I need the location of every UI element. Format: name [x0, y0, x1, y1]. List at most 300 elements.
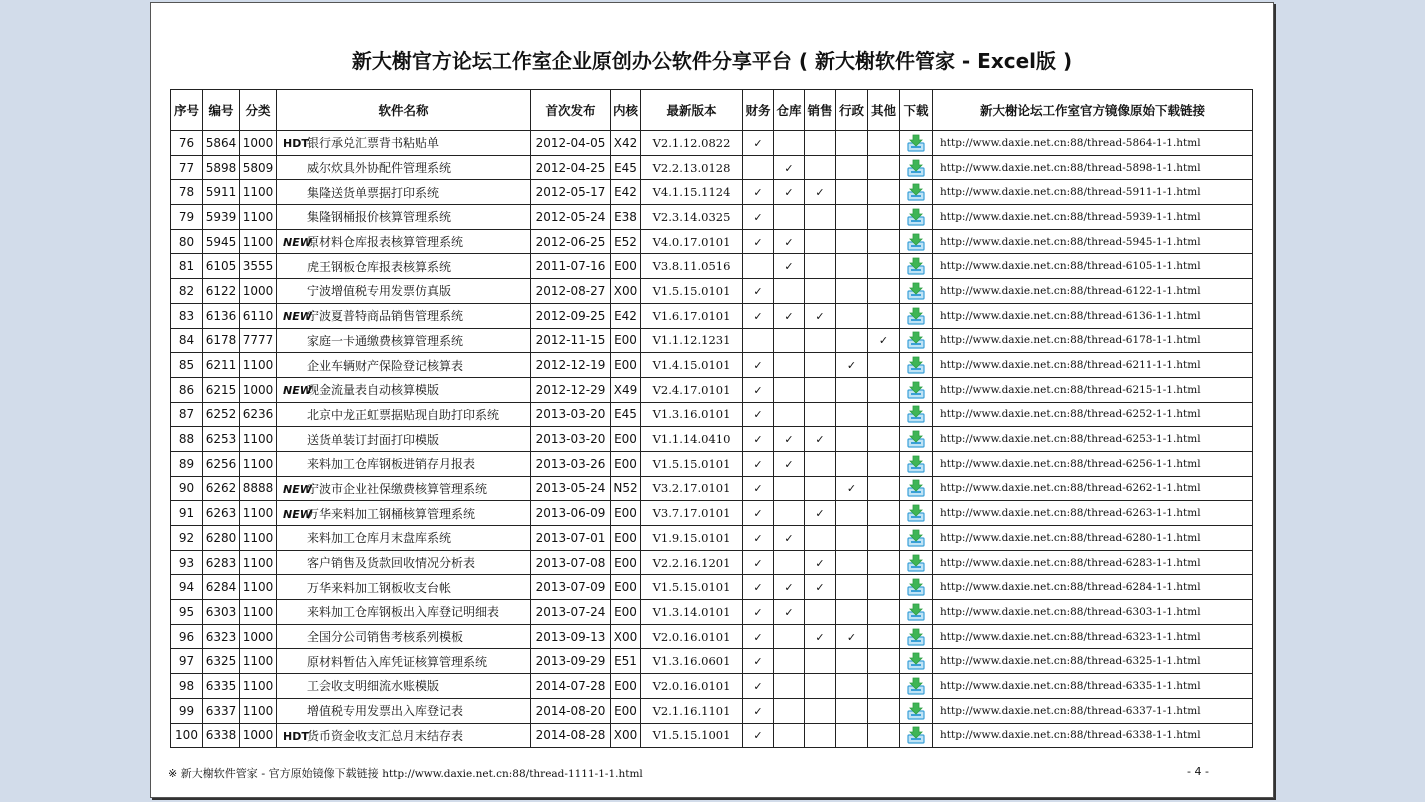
download-icon[interactable] — [907, 381, 925, 399]
check-icon: ✓ — [784, 161, 794, 175]
flag-cell-adm — [836, 698, 868, 723]
flag-cell-oth — [868, 155, 900, 180]
flag-cell-wh — [774, 575, 805, 600]
version-cell: V1.5.15.0101 — [641, 451, 743, 476]
software-name-cell — [277, 279, 531, 304]
category-cell: 6110 — [240, 303, 277, 328]
core-cell: E00 — [611, 575, 641, 600]
download-link[interactable]: http://www.daxie.net.cn:88/thread-6283-1-1.html — [933, 550, 1253, 575]
download-icon[interactable] — [907, 257, 925, 275]
download-icon[interactable] — [907, 430, 925, 448]
core-cell: E00 — [611, 427, 641, 452]
id-cell: 6252 — [203, 402, 240, 427]
download-icon[interactable] — [907, 554, 925, 572]
id-cell: 6262 — [203, 476, 240, 501]
flag-cell-fin — [743, 131, 774, 156]
check-icon: ✓ — [753, 605, 763, 619]
release-date-cell: 2014-08-20 — [531, 698, 611, 723]
flag-cell-wh — [774, 526, 805, 551]
release-date-cell: 2012-09-25 — [531, 303, 611, 328]
seq-cell: 78 — [171, 180, 203, 205]
page-number: - 4 - — [1187, 765, 1209, 778]
download-link[interactable]: http://www.daxie.net.cn:88/thread-6280-1-1.html — [933, 526, 1253, 551]
download-cell[interactable] — [900, 131, 933, 156]
flag-cell-wh — [774, 353, 805, 378]
flag-cell-adm — [836, 205, 868, 230]
download-icon[interactable] — [907, 504, 925, 522]
flag-cell-fin — [743, 476, 774, 501]
table-row — [171, 155, 1253, 180]
flag-cell-adm — [836, 550, 868, 575]
software-name: 集隆送货单票据打印系统 — [307, 185, 440, 200]
download-link[interactable]: http://www.daxie.net.cn:88/thread-5911-1-1.html — [933, 180, 1253, 205]
release-date-cell: 2013-06-09 — [531, 501, 611, 526]
core-cell: E52 — [611, 229, 641, 254]
software-name-cell — [277, 600, 531, 625]
id-cell: 6263 — [203, 501, 240, 526]
column-header: 其他 — [868, 90, 900, 131]
category-cell: 1100 — [240, 451, 277, 476]
download-link[interactable]: http://www.daxie.net.cn:88/thread-6253-1-1.html — [933, 427, 1253, 452]
core-cell: E00 — [611, 550, 641, 575]
download-icon[interactable] — [907, 183, 925, 201]
flag-cell-wh — [774, 451, 805, 476]
version-cell: V3.2.17.0101 — [641, 476, 743, 501]
check-icon: ✓ — [753, 679, 763, 693]
id-cell: 6280 — [203, 526, 240, 551]
release-date-cell: 2012-12-19 — [531, 353, 611, 378]
download-link[interactable]: http://www.daxie.net.cn:88/thread-6252-1-1.html — [933, 402, 1253, 427]
table-row — [171, 377, 1253, 402]
category-cell: 1100 — [240, 575, 277, 600]
flag-cell-oth — [868, 402, 900, 427]
seq-cell: 76 — [171, 131, 203, 156]
download-link[interactable]: http://www.daxie.net.cn:88/thread-6215-1-1.html — [933, 377, 1253, 402]
release-date-cell: 2013-03-20 — [531, 402, 611, 427]
column-header: 仓库 — [774, 90, 805, 131]
id-cell: 6303 — [203, 600, 240, 625]
column-header: 最新版本 — [641, 90, 743, 131]
download-link[interactable]: http://www.daxie.net.cn:88/thread-6323-1-1.html — [933, 624, 1253, 649]
core-cell: E38 — [611, 205, 641, 230]
software-name: 来料加工仓库月末盘库系统 — [307, 531, 452, 546]
download-link[interactable]: http://www.daxie.net.cn:88/thread-6211-1-1.html — [933, 353, 1253, 378]
download-cell[interactable] — [900, 328, 933, 353]
flag-cell-sal — [805, 526, 836, 551]
check-icon: ✓ — [815, 186, 825, 200]
version-cell: V4.1.15.1124 — [641, 180, 743, 205]
download-icon[interactable] — [907, 356, 925, 374]
category-cell: 1100 — [240, 526, 277, 551]
core-cell: E51 — [611, 649, 641, 674]
software-name-cell — [277, 674, 531, 699]
download-icon[interactable] — [907, 479, 925, 497]
software-name: 万华来料加工钢板收支台帐 — [307, 580, 452, 595]
flag-cell-wh — [774, 501, 805, 526]
category-cell: 1000 — [240, 131, 277, 156]
check-icon: ✓ — [753, 210, 763, 224]
software-name: 虎王钢板仓库报表核算系统 — [307, 259, 452, 274]
software-name-cell — [277, 303, 531, 328]
flag-cell-wh — [774, 131, 805, 156]
flag-cell-adm — [836, 526, 868, 551]
download-icon[interactable] — [907, 455, 925, 473]
tag-badge: NEW — [283, 310, 312, 324]
flag-cell-sal — [805, 476, 836, 501]
seq-cell: 80 — [171, 229, 203, 254]
download-cell[interactable] — [900, 550, 933, 575]
flag-cell-fin — [743, 229, 774, 254]
software-name: 工会收支明细流水账模版 — [307, 679, 440, 694]
version-cell: V1.3.16.0101 — [641, 402, 743, 427]
flag-cell-fin — [743, 279, 774, 304]
download-link[interactable]: http://www.daxie.net.cn:88/thread-6303-1-1.html — [933, 600, 1253, 625]
flag-cell-sal — [805, 427, 836, 452]
download-icon[interactable] — [907, 405, 925, 423]
download-icon[interactable] — [907, 529, 925, 547]
version-cell: V1.1.12.1231 — [641, 328, 743, 353]
flag-cell-oth — [868, 254, 900, 279]
flag-cell-adm — [836, 402, 868, 427]
table-row — [171, 550, 1253, 575]
seq-cell: 83 — [171, 303, 203, 328]
download-cell[interactable] — [900, 353, 933, 378]
release-date-cell: 2011-07-16 — [531, 254, 611, 279]
table-row — [171, 501, 1253, 526]
download-cell[interactable] — [900, 377, 933, 402]
check-icon: ✓ — [753, 630, 763, 644]
check-icon: ✓ — [784, 433, 794, 447]
download-link[interactable]: http://www.daxie.net.cn:88/thread-6122-1-1.html — [933, 279, 1253, 304]
table-row — [171, 353, 1253, 378]
seq-cell: 96 — [171, 624, 203, 649]
seq-cell: 85 — [171, 353, 203, 378]
table-row — [171, 205, 1253, 230]
core-cell: E00 — [611, 674, 641, 699]
software-name: 银行承兑汇票背书粘贴单 — [307, 136, 440, 151]
table-row — [171, 476, 1253, 501]
core-cell: X00 — [611, 279, 641, 304]
software-name-cell — [277, 131, 531, 156]
category-cell: 1000 — [240, 279, 277, 304]
flag-cell-oth — [868, 451, 900, 476]
core-cell: E42 — [611, 180, 641, 205]
flag-cell-fin — [743, 328, 774, 353]
check-icon: ✓ — [815, 507, 825, 521]
version-cell: V2.1.16.1101 — [641, 698, 743, 723]
download-icon[interactable] — [907, 208, 925, 226]
category-cell: 1100 — [240, 674, 277, 699]
column-header: 财务 — [743, 90, 774, 131]
release-date-cell: 2012-11-15 — [531, 328, 611, 353]
flag-cell-wh — [774, 550, 805, 575]
download-cell[interactable] — [900, 698, 933, 723]
release-date-cell: 2012-06-25 — [531, 229, 611, 254]
id-cell: 6338 — [203, 723, 240, 748]
tag-badge: NEW — [283, 482, 312, 496]
flag-cell-adm — [836, 501, 868, 526]
tag-badge: NEW — [283, 507, 312, 521]
flag-cell-sal — [805, 328, 836, 353]
flag-cell-oth — [868, 328, 900, 353]
flag-cell-sal — [805, 575, 836, 600]
release-date-cell: 2013-05-24 — [531, 476, 611, 501]
release-date-cell: 2012-08-27 — [531, 279, 611, 304]
release-date-cell: 2012-12-29 — [531, 377, 611, 402]
download-cell[interactable] — [900, 501, 933, 526]
category-cell: 1000 — [240, 624, 277, 649]
software-name: 来料加工仓库钢板进销存月报表 — [307, 457, 476, 472]
check-icon: ✓ — [753, 383, 763, 397]
download-link[interactable]: http://www.daxie.net.cn:88/thread-6256-1-1.html — [933, 451, 1253, 476]
download-cell[interactable] — [900, 279, 933, 304]
download-cell[interactable] — [900, 205, 933, 230]
check-icon: ✓ — [753, 136, 763, 150]
download-link[interactable]: http://www.daxie.net.cn:88/thread-6262-1-1.html — [933, 476, 1253, 501]
download-icon[interactable] — [907, 331, 925, 349]
column-header: 新大榭论坛工作室官方镜像原始下载链接 — [933, 90, 1253, 131]
release-date-cell: 2012-04-05 — [531, 131, 611, 156]
download-cell[interactable] — [900, 402, 933, 427]
footer-note — [168, 765, 643, 781]
flag-cell-oth — [868, 501, 900, 526]
download-icon[interactable] — [907, 603, 925, 621]
check-icon: ✓ — [753, 704, 763, 718]
page-title: 新大榭官方论坛工作室企业原创办公软件分享平台 ( 新大榭软件管家 - Excel版 ) — [351, 49, 1073, 73]
table-row — [171, 698, 1253, 723]
flag-cell-fin — [743, 501, 774, 526]
download-cell[interactable] — [900, 723, 933, 748]
version-cell: V2.1.12.0822 — [641, 131, 743, 156]
flag-cell-wh — [774, 476, 805, 501]
flag-cell-sal — [805, 254, 836, 279]
download-icon[interactable] — [907, 282, 925, 300]
download-cell[interactable] — [900, 649, 933, 674]
version-cell: V1.5.15.0101 — [641, 279, 743, 304]
check-icon: ✓ — [753, 655, 763, 669]
table-row — [171, 180, 1253, 205]
flag-cell-wh — [774, 180, 805, 205]
release-date-cell: 2012-05-24 — [531, 205, 611, 230]
download-link[interactable]: http://www.daxie.net.cn:88/thread-6337-1-1.html — [933, 698, 1253, 723]
seq-cell: 97 — [171, 649, 203, 674]
column-header: 软件名称 — [277, 90, 531, 131]
flag-cell-wh — [774, 377, 805, 402]
flag-cell-fin — [743, 624, 774, 649]
category-cell: 1000 — [240, 377, 277, 402]
id-cell: 5945 — [203, 229, 240, 254]
download-icon[interactable] — [907, 702, 925, 720]
download-cell[interactable] — [900, 229, 933, 254]
download-icon[interactable] — [907, 652, 925, 670]
table-row — [171, 575, 1253, 600]
id-cell: 6335 — [203, 674, 240, 699]
seq-cell: 82 — [171, 279, 203, 304]
download-link[interactable]: http://www.daxie.net.cn:88/thread-5945-1-1.html — [933, 229, 1253, 254]
check-icon: ✓ — [784, 186, 794, 200]
table-row — [171, 649, 1253, 674]
download-cell[interactable] — [900, 254, 933, 279]
flag-cell-sal — [805, 550, 836, 575]
seq-cell: 87 — [171, 402, 203, 427]
flag-cell-adm — [836, 723, 868, 748]
category-cell: 1100 — [240, 501, 277, 526]
download-icon[interactable] — [907, 677, 925, 695]
flag-cell-adm — [836, 451, 868, 476]
flag-cell-adm — [836, 353, 868, 378]
download-link[interactable]: http://www.daxie.net.cn:88/thread-6105-1-1.html — [933, 254, 1253, 279]
download-link[interactable]: http://www.daxie.net.cn:88/thread-6335-1-1.html — [933, 674, 1253, 699]
download-icon[interactable] — [907, 726, 925, 744]
version-cell: V1.3.14.0101 — [641, 600, 743, 625]
download-cell[interactable] — [900, 476, 933, 501]
download-link[interactable]: http://www.daxie.net.cn:88/thread-6284-1-1.html — [933, 575, 1253, 600]
flag-cell-wh — [774, 155, 805, 180]
download-link[interactable]: http://www.daxie.net.cn:88/thread-5864-1-1.html — [933, 131, 1253, 156]
table-row — [171, 624, 1253, 649]
id-cell: 6215 — [203, 377, 240, 402]
core-cell: E45 — [611, 402, 641, 427]
download-icon[interactable] — [907, 159, 925, 177]
software-table — [170, 89, 1253, 748]
seq-cell: 86 — [171, 377, 203, 402]
seq-cell: 94 — [171, 575, 203, 600]
download-link[interactable]: http://www.daxie.net.cn:88/thread-6178-1-1.html — [933, 328, 1253, 353]
download-icon[interactable] — [907, 233, 925, 251]
download-cell[interactable] — [900, 180, 933, 205]
flag-cell-fin — [743, 427, 774, 452]
download-cell[interactable] — [900, 674, 933, 699]
category-cell: 1100 — [240, 427, 277, 452]
download-link[interactable]: http://www.daxie.net.cn:88/thread-5939-1-1.html — [933, 205, 1253, 230]
seq-cell: 90 — [171, 476, 203, 501]
download-cell[interactable] — [900, 600, 933, 625]
release-date-cell: 2013-09-29 — [531, 649, 611, 674]
download-cell[interactable] — [900, 427, 933, 452]
download-cell[interactable] — [900, 451, 933, 476]
footer-link[interactable]: http://www.daxie.net.cn:88/thread-1111-1-1.html — [382, 768, 643, 780]
flag-cell-sal — [805, 451, 836, 476]
flag-cell-adm — [836, 674, 868, 699]
release-date-cell: 2013-07-08 — [531, 550, 611, 575]
table-body — [171, 131, 1253, 748]
tag-badge: HDT — [283, 137, 309, 151]
download-icon[interactable] — [907, 628, 925, 646]
flag-cell-sal — [805, 131, 836, 156]
flag-cell-sal — [805, 377, 836, 402]
core-cell: E00 — [611, 254, 641, 279]
software-name-cell — [277, 402, 531, 427]
flag-cell-wh — [774, 328, 805, 353]
flag-cell-oth — [868, 377, 900, 402]
id-cell: 6284 — [203, 575, 240, 600]
id-cell: 6211 — [203, 353, 240, 378]
software-name-cell — [277, 328, 531, 353]
flag-cell-sal — [805, 303, 836, 328]
core-cell: E00 — [611, 353, 641, 378]
check-icon: ✓ — [878, 334, 889, 348]
seq-cell: 92 — [171, 526, 203, 551]
id-cell: 6337 — [203, 698, 240, 723]
flag-cell-adm — [836, 427, 868, 452]
category-cell: 8888 — [240, 476, 277, 501]
software-name-cell — [277, 649, 531, 674]
flag-cell-oth — [868, 674, 900, 699]
download-link[interactable]: http://www.daxie.net.cn:88/thread-6263-1-1.html — [933, 501, 1253, 526]
table-row — [171, 674, 1253, 699]
software-name-cell — [277, 451, 531, 476]
flag-cell-fin — [743, 180, 774, 205]
flag-cell-oth — [868, 353, 900, 378]
software-name-cell — [277, 205, 531, 230]
software-name: 宁波市企业社保缴费核算管理系统 — [307, 481, 488, 496]
check-icon: ✓ — [784, 531, 794, 545]
column-header: 序号 — [171, 90, 203, 131]
check-icon: ✓ — [753, 359, 763, 373]
software-name: 来料加工仓库钢板出入库登记明细表 — [307, 605, 500, 620]
software-name-cell — [277, 476, 531, 501]
table-row — [171, 600, 1253, 625]
table-row — [171, 229, 1253, 254]
release-date-cell: 2012-05-17 — [531, 180, 611, 205]
flag-cell-fin — [743, 377, 774, 402]
table-row — [171, 526, 1253, 551]
seq-cell: 84 — [171, 328, 203, 353]
version-cell: V2.3.14.0325 — [641, 205, 743, 230]
flag-cell-sal — [805, 649, 836, 674]
flag-cell-oth — [868, 575, 900, 600]
download-link[interactable]: http://www.daxie.net.cn:88/thread-5898-1-1.html — [933, 155, 1253, 180]
flag-cell-oth — [868, 698, 900, 723]
flag-cell-wh — [774, 254, 805, 279]
flag-cell-oth — [868, 427, 900, 452]
core-cell: X49 — [611, 377, 641, 402]
core-cell: X42 — [611, 131, 641, 156]
flag-cell-oth — [868, 723, 900, 748]
download-cell[interactable] — [900, 526, 933, 551]
check-icon: ✓ — [784, 581, 794, 595]
release-date-cell: 2014-07-28 — [531, 674, 611, 699]
download-cell[interactable] — [900, 303, 933, 328]
id-cell: 6283 — [203, 550, 240, 575]
release-date-cell: 2013-07-24 — [531, 600, 611, 625]
seq-cell: 100 — [171, 723, 203, 748]
seq-cell: 99 — [171, 698, 203, 723]
check-icon: ✓ — [753, 186, 763, 200]
core-cell: E00 — [611, 600, 641, 625]
flag-cell-fin — [743, 303, 774, 328]
download-icon[interactable] — [907, 134, 925, 152]
flag-cell-adm — [836, 131, 868, 156]
download-link[interactable]: http://www.daxie.net.cn:88/thread-6338-1-1.html — [933, 723, 1253, 748]
release-date-cell: 2013-07-01 — [531, 526, 611, 551]
download-link[interactable]: http://www.daxie.net.cn:88/thread-6325-1-1.html — [933, 649, 1253, 674]
download-icon[interactable] — [907, 578, 925, 596]
flag-cell-fin — [743, 451, 774, 476]
download-cell[interactable] — [900, 624, 933, 649]
flag-cell-sal — [805, 624, 836, 649]
version-cell: V2.0.16.0101 — [641, 624, 743, 649]
id-cell: 6325 — [203, 649, 240, 674]
software-name: 北京中龙正虹票据贴现自助打印系统 — [307, 407, 500, 422]
download-cell[interactable] — [900, 155, 933, 180]
seq-cell: 93 — [171, 550, 203, 575]
download-cell[interactable] — [900, 575, 933, 600]
download-icon[interactable] — [907, 307, 925, 325]
download-link[interactable]: http://www.daxie.net.cn:88/thread-6136-1-1.html — [933, 303, 1253, 328]
release-date-cell: 2013-09-13 — [531, 624, 611, 649]
flag-cell-adm — [836, 303, 868, 328]
